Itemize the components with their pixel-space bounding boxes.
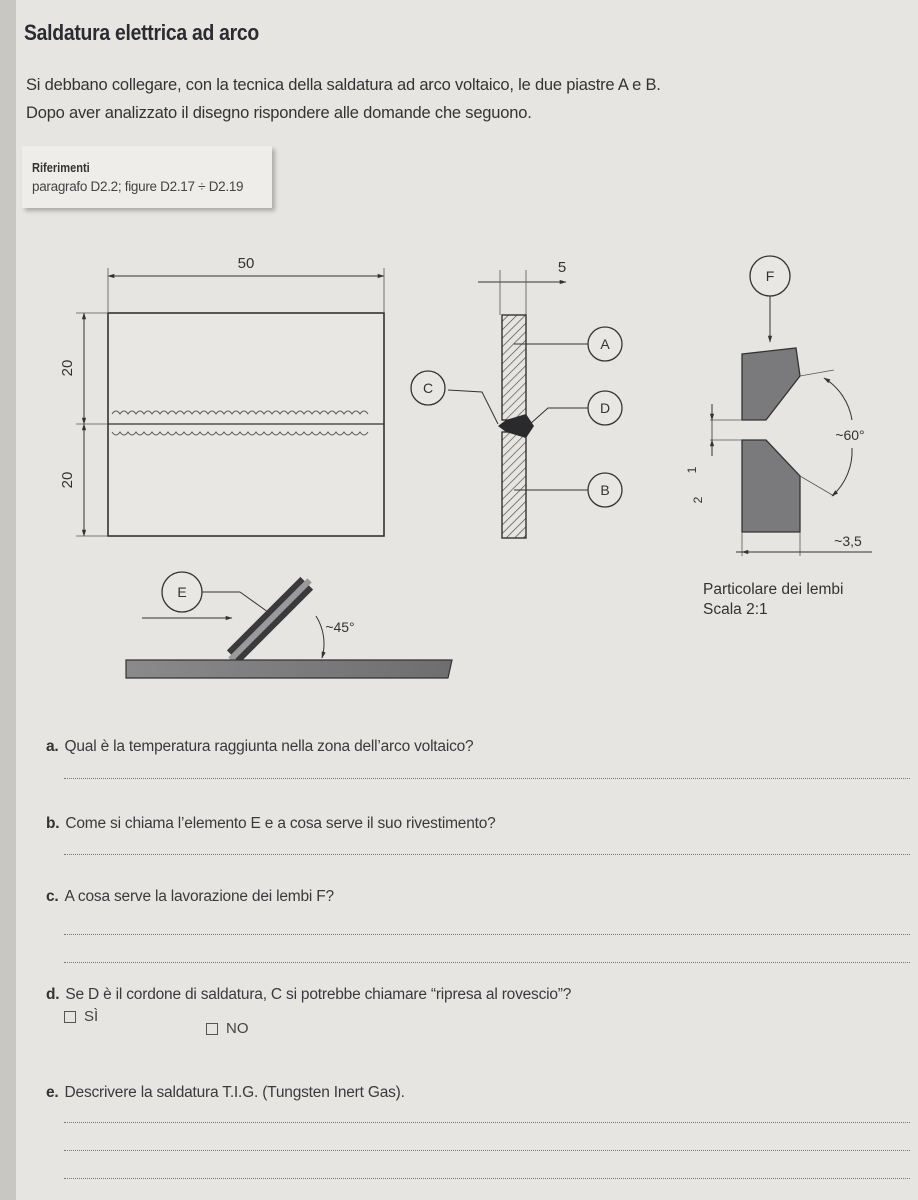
callout-d-label: D [599, 400, 611, 416]
base-plate [126, 660, 452, 678]
answer-line-e1[interactable] [64, 1122, 910, 1123]
page-title: Saldatura elettrica ad arco [24, 20, 259, 45]
question-d-letter: d. [46, 986, 60, 1003]
question-e [46, 1084, 405, 1102]
question-b-letter: b. [46, 815, 60, 832]
callout-c-label: C [422, 380, 434, 396]
question-c [46, 888, 334, 906]
answer-line-a1[interactable] [64, 778, 910, 779]
callout-e-label: E [177, 584, 187, 600]
bevel-plate-lower [742, 440, 800, 532]
answer-line-c1[interactable] [64, 934, 910, 935]
thickness-detail-label: ~3,5 [834, 533, 862, 549]
section-view [411, 259, 622, 538]
question-e-text: Descrivere la saldatura T.I.G. (Tungsten Inert Gas). [64, 1084, 405, 1101]
electrode [224, 574, 316, 666]
electrode-angle-label: ~45° [325, 619, 355, 635]
plate-a-section [502, 315, 526, 420]
electrode-view [126, 572, 452, 678]
question-b [46, 815, 496, 833]
question-b-text: Come si chiama l’elemento E e a cosa serve il suo rivestimento? [65, 815, 496, 832]
dim-width-label: 50 [237, 255, 255, 272]
callout-a-label: A [600, 336, 610, 352]
plate-b-section [502, 432, 526, 538]
answer-line-e3[interactable] [64, 1178, 910, 1179]
intro-line-1: Si debbano collegare, con la tecnica della saldatura ad arco voltaico, le due piastre A e B. [26, 76, 661, 94]
answer-line-e2[interactable] [64, 1150, 910, 1151]
detail-caption: Particolare dei lembi [703, 581, 844, 598]
option-no[interactable] [206, 1020, 249, 1037]
question-c-text: A cosa serve la lavorazione dei lembi F? [64, 888, 334, 905]
dim-lower-label: 20 [59, 471, 76, 489]
root-face-label: 2 [691, 496, 705, 504]
checkbox-no[interactable] [206, 1023, 218, 1035]
intro-line-2: Dopo aver analizzato il disegno rispondere alle domande che seguono. [26, 104, 532, 122]
front-view [59, 255, 384, 536]
callout-b-label: B [600, 482, 610, 498]
references-text: paragrafo D2.2; figure D2.17 ÷ D2.19 [32, 179, 244, 194]
checkbox-yes[interactable] [64, 1011, 76, 1023]
scale-caption: Scala 2:1 [703, 601, 768, 618]
question-d-text: Se D è il cordone di saldatura, C si potrebbe chiamare “ripresa al rovescio”? [65, 986, 572, 1003]
question-a-letter: a. [46, 738, 59, 755]
gap-label: 1 [685, 466, 699, 474]
bevel-angle-label: ~60° [835, 427, 865, 443]
question-c-letter: c. [46, 888, 59, 905]
option-yes-label: SÌ [84, 1008, 99, 1025]
answer-line-b1[interactable] [64, 854, 910, 855]
option-yes[interactable] [64, 1008, 98, 1025]
dim-upper-label: 20 [59, 359, 76, 377]
option-no-label: NO [226, 1020, 249, 1037]
answer-line-c2[interactable] [64, 962, 910, 963]
dim-thickness-label: 5 [557, 259, 567, 276]
question-e-letter: e. [46, 1084, 59, 1101]
question-a-text: Qual è la temperatura raggiunta nella zona dell’arco voltaico? [64, 738, 474, 755]
callout-f-label: F [765, 268, 775, 284]
question-d [46, 986, 571, 1004]
references-heading: Riferimenti [32, 160, 90, 175]
question-a [46, 738, 473, 756]
bevel-plate-upper [742, 348, 800, 420]
bevel-detail [685, 256, 872, 556]
